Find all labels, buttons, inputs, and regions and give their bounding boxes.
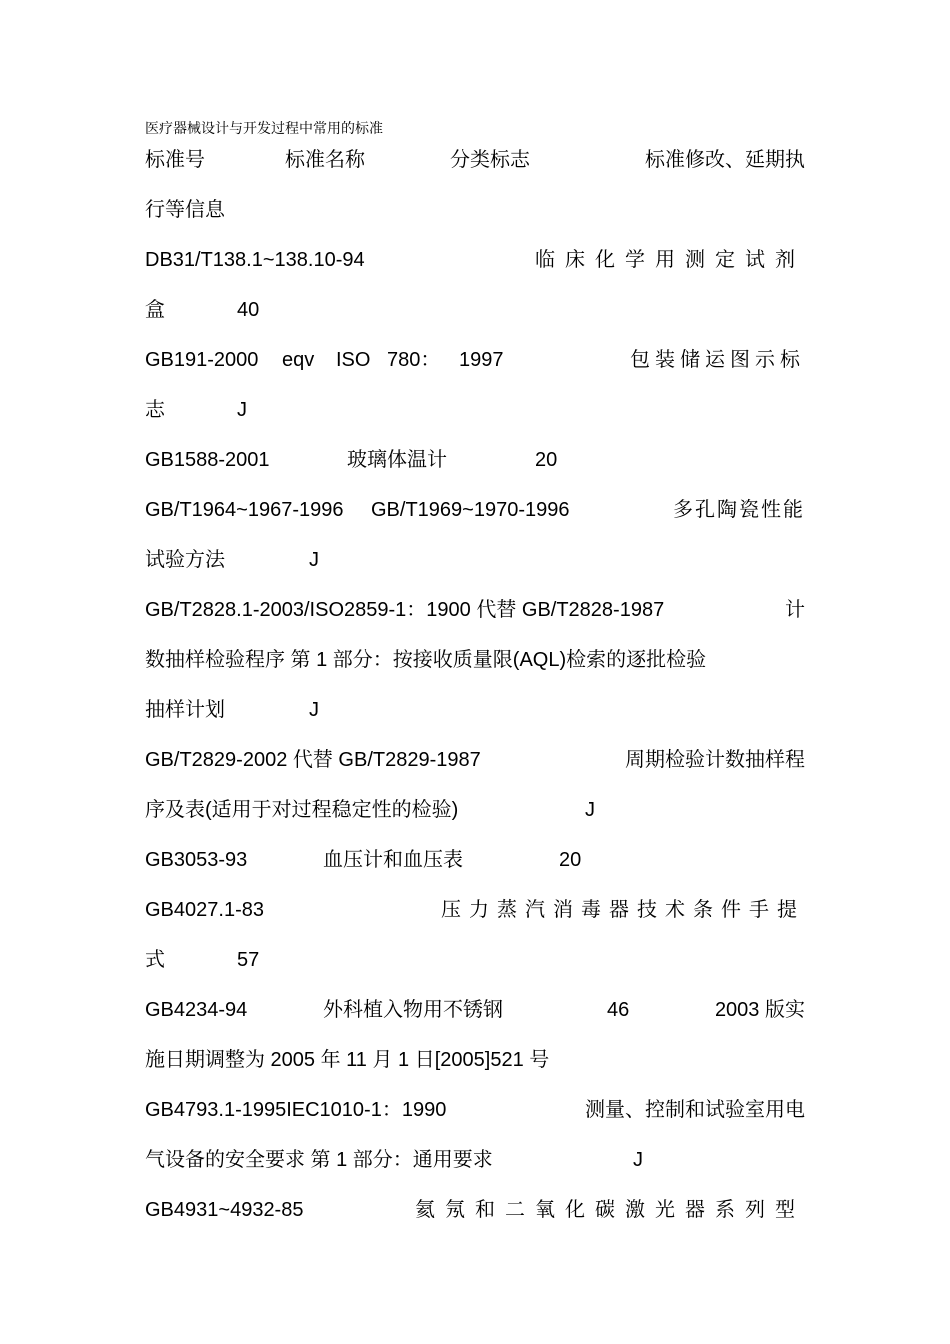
entry-name-cont: 气设备的安全要求 第 1 部分：通用要求 — [145, 1149, 493, 1171]
entry-row — [145, 595, 805, 625]
entry-equivalence: eqv — [282, 349, 315, 371]
entry-standard-name: 测量、控制和试验室用电 — [585, 1099, 805, 1121]
entry-standard-number-2: GB/T1969~1970-1996 — [371, 499, 570, 521]
header-category: 分类标志 — [450, 149, 530, 171]
entry-row-cont — [145, 795, 805, 825]
entry-category: J — [309, 699, 319, 721]
entry-standard-number: GB/T2829-2002 代替 GB/T2829-1987 — [145, 749, 481, 771]
entry-row — [145, 845, 805, 875]
header-row-cont — [145, 195, 805, 225]
header-row — [145, 145, 805, 175]
entry-modification-info: 2003 版实 — [714, 999, 805, 1021]
entry-row-cont — [145, 1145, 805, 1175]
entry-row — [145, 1195, 805, 1225]
entry-category: 46 — [607, 999, 630, 1021]
entry-iso-number: 780： — [387, 349, 441, 371]
entry-name-cont: 试验方法 — [145, 549, 225, 571]
entry-standard-number: DB31/T138.1~138.10-94 — [145, 249, 365, 271]
entry-row — [145, 345, 805, 375]
entry-row — [145, 995, 805, 1025]
entry-standard-name: 玻璃体温计 — [347, 449, 447, 471]
entry-standard-number: GB191-2000 — [145, 349, 259, 371]
entry-row — [145, 745, 805, 775]
entry-category: 40 — [237, 299, 260, 321]
entry-row — [145, 245, 805, 275]
entry-row-cont — [145, 945, 805, 975]
entry-standard-number: GB3053-93 — [145, 849, 248, 871]
entry-name-cont: 序及表(适用于对过程稳定性的检验) — [145, 799, 459, 821]
entry-standard-number: GB/T1964~1967-1996 — [145, 499, 344, 521]
entry-row-cont — [145, 295, 805, 325]
entry-row-cont — [145, 645, 805, 675]
entry-standard-name: 包装储运图示标 — [630, 349, 805, 371]
entry-name-cont: 志 — [145, 399, 165, 421]
header-modification-info-cont: 行等信息 — [145, 199, 225, 221]
entry-row-cont — [145, 695, 805, 725]
entry-category: J — [585, 799, 595, 821]
entry-row-cont — [145, 1045, 805, 1075]
entry-iso-year: 1997 — [459, 349, 504, 371]
entry-name-cont: 数抽样检验程序 第 1 部分：按接收质量限(AQL)检索的逐批检验 — [145, 649, 707, 671]
entry-row — [145, 445, 805, 475]
entry-standard-number: GB/T2828.1-2003/ISO2859-1：1900 代替 GB/T2828-1987 — [145, 599, 665, 621]
entry-standard-number: GB4931~4932-85 — [145, 1199, 304, 1221]
entry-name-cont-2: 抽样计划 — [145, 699, 225, 721]
entry-row-cont — [145, 545, 805, 575]
entry-standard-name: 氦氖和二氧化碳激光器系列型 — [415, 1199, 805, 1221]
entry-category: 57 — [237, 949, 260, 971]
entry-standard-name: 多孔陶瓷性能 — [673, 499, 805, 521]
entry-standard-number: GB4027.1-83 — [145, 899, 264, 921]
entry-standard-number: GB4793.1-1995IEC1010-1：1990 — [145, 1099, 447, 1121]
entry-category: 20 — [535, 449, 558, 471]
entry-category: 20 — [559, 849, 582, 871]
entry-row — [145, 895, 805, 925]
entry-modification-info-cont: 施日期调整为 2005 年 11 月 1 日[2005]521 号 — [145, 1049, 550, 1071]
entry-standard-number: GB1588-2001 — [145, 449, 270, 471]
entry-standard-name: 外科植入物用不锈钢 — [323, 999, 503, 1021]
entry-row — [145, 1095, 805, 1125]
entry-iso: ISO — [336, 349, 371, 371]
header-standard-name: 标准名称 — [285, 149, 365, 171]
header-modification-info: 标准修改、延期执 — [645, 149, 805, 171]
entry-category: J — [633, 1149, 643, 1171]
entry-row-cont — [145, 395, 805, 425]
entry-standard-name: 血压计和血压表 — [323, 849, 463, 871]
entry-standard-number: GB4234-94 — [145, 999, 248, 1021]
entry-standard-name: 计 — [785, 599, 805, 621]
document-title: 医疗器械设计与开发过程中常用的标准 — [145, 121, 383, 137]
entry-name-cont: 式 — [145, 949, 165, 971]
entry-standard-name: 临床化学用测定试剂 — [535, 249, 805, 271]
entry-category: J — [309, 549, 319, 571]
entry-standard-name: 周期检验计数抽样程 — [625, 749, 805, 771]
entry-name-cont: 盒 — [145, 299, 165, 321]
entry-category: J — [237, 399, 247, 421]
header-standard-number: 标准号 — [145, 149, 205, 171]
entry-standard-name: 压力蒸汽消毒器技术条件手提 — [441, 899, 805, 921]
entry-row — [145, 495, 805, 525]
